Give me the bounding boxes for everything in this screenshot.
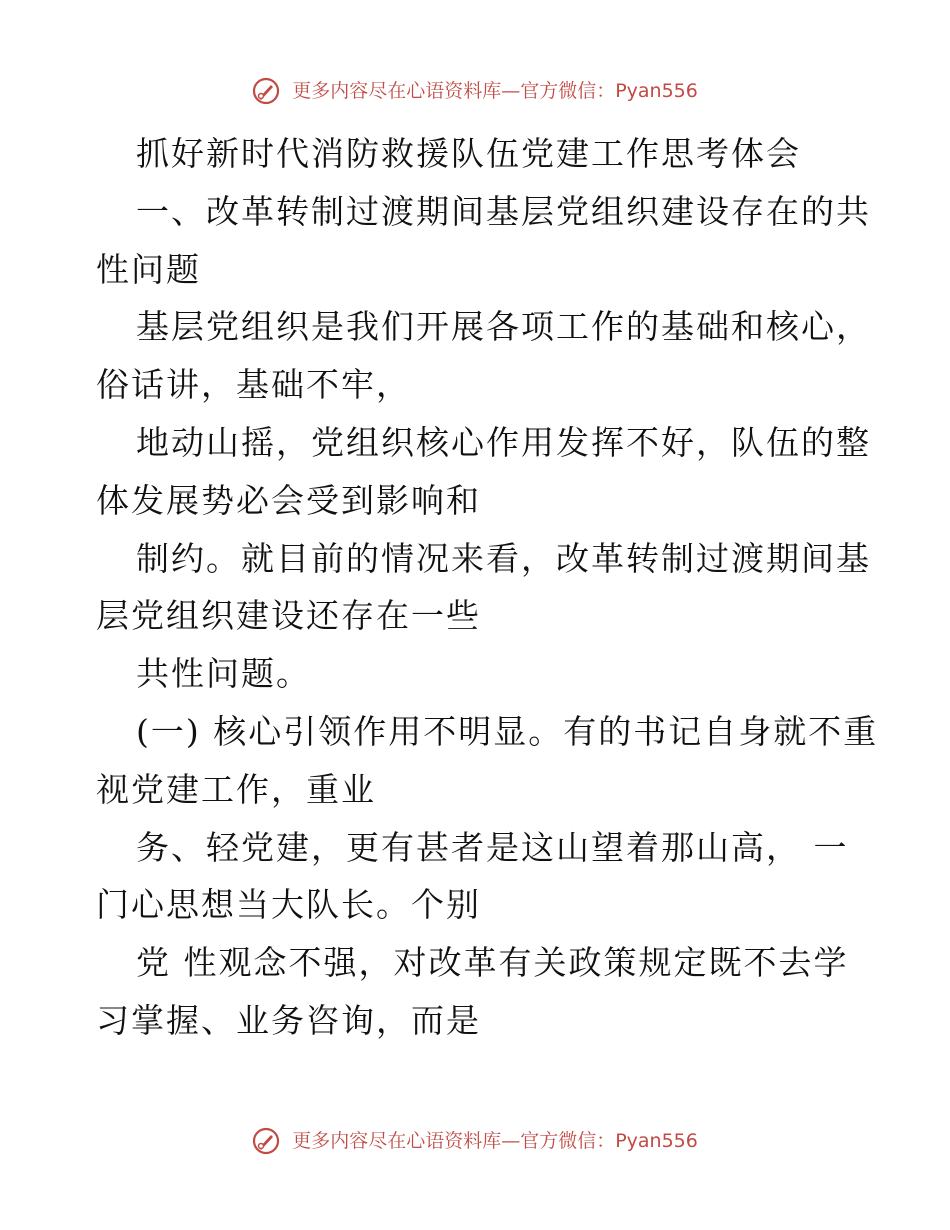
watermark-footer [0, 1125, 950, 1156]
paragraph-line: 俗话讲，基础不牢， [96, 365, 411, 405]
paragraph-line: 习掌握、业务咨询，而是 [96, 1000, 481, 1040]
section-heading-cont: 性问题 [96, 249, 201, 289]
subsection-heading: (一) 核心引领作用不明显。有的书记自身就不重 [136, 711, 879, 751]
paragraph-line: 共性问题。 [136, 654, 311, 694]
watermark-text: 更多内容尽在心语资料库—官方微信： [292, 80, 616, 102]
watermark-header [0, 75, 950, 106]
paragraph-line: 体发展势必会受到影响和 [96, 480, 481, 520]
paragraph-line: 党 性观念不强，对改革有关政策规定既不去学 [136, 943, 849, 983]
quill-pen-logo-icon [252, 77, 280, 105]
paragraph-line: 视党建工作，重业 [96, 769, 376, 809]
section-heading: 一、改革转制过渡期间基层党组织建设存在的共 [136, 191, 871, 231]
document-body [96, 125, 879, 1050]
paragraph-line: 基层党组织是我们开展各项工作的基础和核心， [136, 307, 871, 347]
paragraph-line: 层党组织建设还存在一些 [96, 596, 481, 636]
watermark-wechat-id: Pyan556 [615, 80, 698, 102]
watermark-text: 更多内容尽在心语资料库—官方微信： [292, 1130, 616, 1152]
watermark-wechat-id: Pyan556 [615, 1130, 698, 1152]
document-title: 抓好新时代消防救援队伍党建工作思考体会 [136, 134, 801, 173]
paragraph-line: 地动山摇，党组织核心作用发挥不好，队伍的整 [136, 422, 871, 462]
paragraph-line: 务、轻党建，更有甚者是这山望着那山高， 一 [136, 827, 849, 867]
paragraph-line: 门心思想当大队长。个别 [96, 885, 481, 925]
paragraph-line: 制约。就目前的情况来看，改革转制过渡期间基 [136, 538, 871, 578]
quill-pen-logo-icon [252, 1127, 280, 1155]
